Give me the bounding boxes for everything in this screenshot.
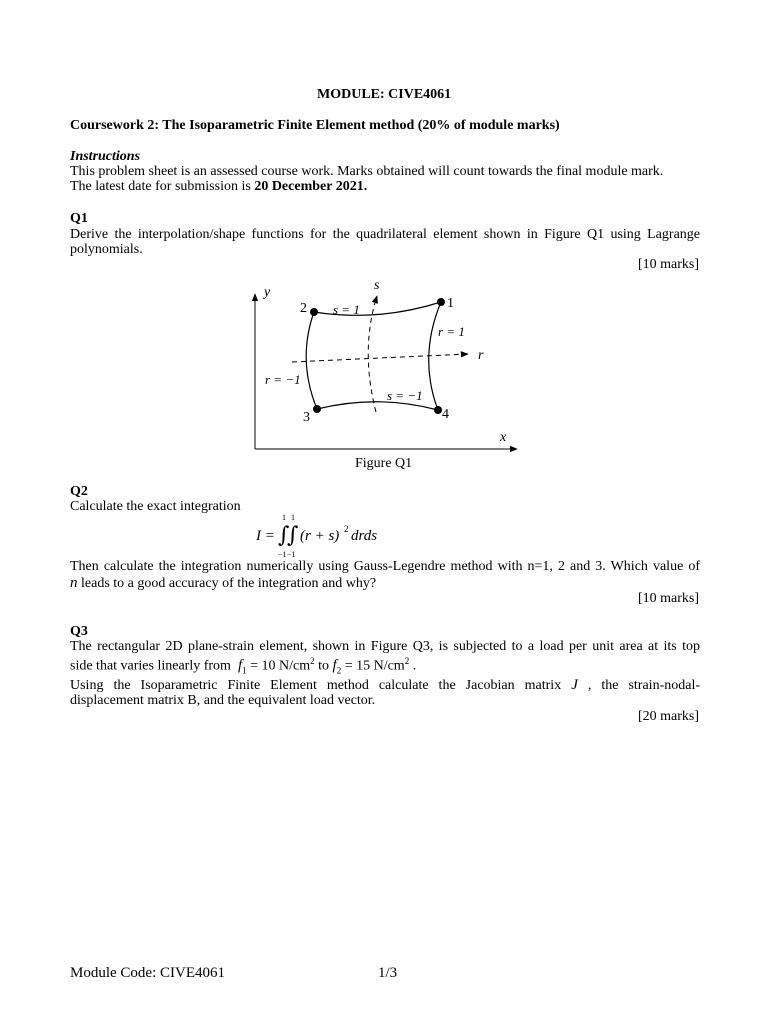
q3-heading: Q3 (70, 624, 88, 639)
q3-marks: [20 marks] (637, 709, 699, 724)
axis-x-label: x (500, 430, 507, 445)
figure-q1 (0, 0, 768, 480)
node-4-dot (434, 406, 442, 414)
footer-module-code: Module Code: CIVE4061 (70, 965, 225, 981)
instructions-line1: This problem sheet is an assessed course work. Marks obtained will count towards the final module mark. (70, 164, 664, 179)
equation-upper-limit-1: 1 (282, 513, 286, 522)
equation-lower-limit-1: −1 (278, 550, 287, 559)
integral-sign-1: ∫ (278, 523, 290, 548)
footer-page-number: 1/3 (378, 965, 398, 981)
q3-line4: displacement matrix B, and the equivalent load vector. (70, 693, 376, 708)
label-s-neg: s = −1 (387, 388, 423, 403)
q2-equation (256, 512, 456, 560)
instructions-heading: Instructions (70, 149, 141, 164)
axis-r-label: r (478, 348, 484, 363)
node-1-label: 1 (447, 296, 454, 311)
node-1-dot (437, 298, 445, 306)
q3-line1: The rectangular 2D plane-strain element, shown in Figure Q3, is subjected to a load per unit area at its top (70, 639, 700, 654)
r-axis (292, 354, 468, 362)
equation-lhs: I = (256, 528, 275, 544)
q2-line1: Calculate the exact integration (70, 499, 241, 514)
q1-line1: Derive the interpolation/shape functions for the quadrilateral element shown in Figure Q1 using Lagrange (70, 227, 700, 242)
q3-line2: side that varies linearly from $f_1 = 10$ $N/cm^2$ to $f_2 = 15$ $N/cm^2$ . (70, 656, 417, 676)
submission-date: 20 December 2021. (254, 179, 368, 194)
node-2-label: 2 (300, 301, 307, 316)
s-axis (368, 296, 377, 412)
q2-marks: [10 marks] (637, 591, 699, 606)
node-3-dot (313, 405, 321, 413)
equation-integrand: (r + s) (300, 528, 340, 544)
label-r-pos: r = 1 (438, 324, 465, 339)
node-3-label: 3 (303, 410, 310, 425)
node-4-label: 4 (442, 407, 449, 422)
equation-lower-limit-2: −1 (287, 550, 296, 559)
label-s-pos: s = 1 (333, 302, 360, 317)
q1-heading: Q1 (70, 211, 88, 226)
q1-line2: polynomials. (70, 242, 143, 257)
equation-differential: drds (351, 528, 378, 544)
q2-line2: Then calculate the integration numerically using Gauss-Legendre method with n=1, 2 and 3. Which value of (70, 559, 700, 574)
label-r-neg: r = −1 (265, 372, 301, 387)
equation-upper-limit-2: 1 (291, 513, 295, 522)
instructions-line2: The latest date for submission is 20 December 2021. (70, 179, 368, 194)
q2-var-n: n (70, 575, 78, 591)
q2-heading: Q2 (70, 484, 88, 499)
module-title: MODULE: CIVE4061 (317, 87, 452, 102)
figure-q1-caption: Figure Q1 (355, 456, 413, 471)
q2-line3: n leads to a good accuracy of the integration and why? (70, 575, 377, 591)
q3-line3: Using the Isoparametric Finite Element method calculate the Jacobian matrix J , the strain-nodal- (70, 677, 700, 693)
axis-s-label: s (374, 278, 380, 293)
integral-sign-2: ∫ (287, 523, 299, 548)
node-2-dot (310, 308, 318, 316)
coursework-title: Coursework 2: The Isoparametric Finite Element method (20% of module marks) (70, 118, 560, 133)
axis-y-label: y (264, 285, 271, 300)
edge-left (306, 312, 317, 409)
q1-marks: [10 marks] (637, 257, 699, 272)
equation-power: 2 (344, 524, 349, 534)
